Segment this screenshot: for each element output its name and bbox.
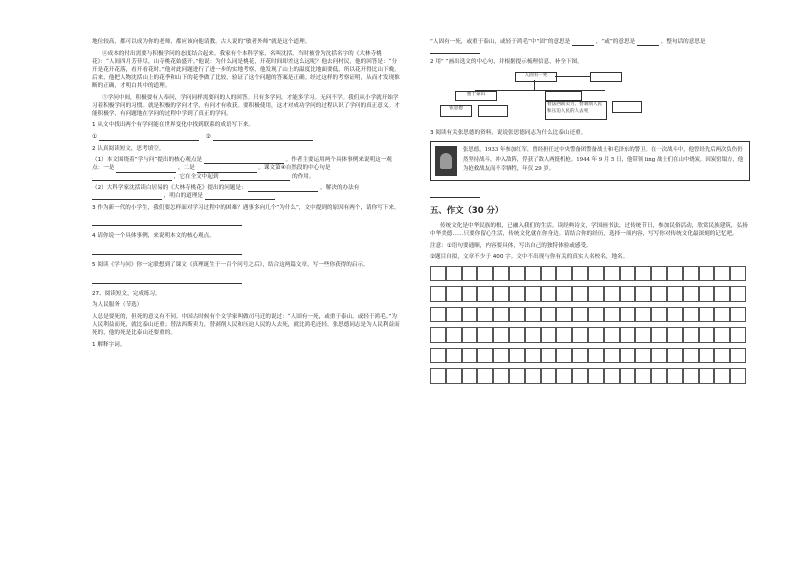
grid-cell[interactable] [462,348,478,364]
grid-cell[interactable] [572,307,588,323]
question-3: 3 作为新一代的小学生，我们要怎样面对学习过程中的困难？遇事多向几个“为什么”，文中提到的原因有两个，请你写下来。 [92,204,400,211]
connector-vertical [534,80,535,90]
grid-cell[interactable] [714,348,730,364]
r1-blank-1[interactable] [572,39,594,46]
diagram-branch-2-child: 替法西斯卖力、替剥削人民和压迫人民的人去死 [545,101,607,120]
question-3-answer-line[interactable] [92,215,242,226]
question-27: 27、阅读短文，完成练习。 [92,290,161,297]
grid-cell[interactable] [635,348,651,364]
diagram-root: 人固有一死 [515,72,557,82]
q2-1-post: 。作者主要运用两个具体事例来说明这一观点：一是 [92,157,392,172]
grid-cell[interactable] [446,327,462,343]
grid-cell[interactable] [477,348,493,364]
q2-1-blank-5[interactable] [220,174,290,181]
r1-mid: ，“或”的意思是 [595,39,636,45]
q2-1-mid: ，二是 [177,165,195,172]
grid-cell[interactable] [509,327,525,343]
grid-cell[interactable] [493,286,509,302]
q2-1-end: 。课文第④自然段的中心句是 [258,165,331,172]
grid-cell[interactable] [477,307,493,323]
grid-cell[interactable] [651,286,667,302]
grid-cell[interactable] [635,368,651,384]
grid-cell[interactable] [446,286,462,302]
answer-a-blank[interactable] [99,134,199,141]
grid-cell[interactable] [730,286,746,302]
q2-2-blank-3[interactable] [205,193,275,200]
grid-cell[interactable] [509,348,525,364]
grid-cell[interactable] [541,266,557,282]
grid-cell[interactable] [620,368,636,384]
grid-cell[interactable] [604,368,620,384]
grid-cell[interactable] [430,368,446,384]
grid-cell[interactable] [699,368,715,384]
question-1-answers [92,133,402,141]
question-4-answer-line[interactable] [92,244,242,255]
grid-cell[interactable] [525,266,541,282]
grid-cell[interactable] [730,327,746,343]
grid-cell[interactable] [509,286,525,302]
grid-cell[interactable] [714,327,730,343]
q2-2-mid: ，解决的办法有 [320,185,360,192]
biography-box [430,141,750,181]
grid-cell[interactable] [430,266,446,282]
grid-cell[interactable] [446,307,462,323]
grid-cell[interactable] [541,368,557,384]
grid-cell[interactable] [572,266,588,282]
grid-cell[interactable] [493,348,509,364]
grid-cell[interactable] [651,266,667,282]
grid-cell[interactable] [667,327,683,343]
connector-root [555,76,590,77]
grid-cell[interactable] [462,368,478,384]
q2-1-fin: 的作用。 [292,173,315,180]
right-question-2: 2 用“ ”画出选文的中心句，并根据提示梳理信息，补全下图。 [430,58,583,65]
grid-cell[interactable] [651,327,667,343]
grid-cell[interactable] [683,286,699,302]
question-2-part-2 [92,184,402,200]
grid-cell[interactable] [477,368,493,384]
question-2-part-1 [92,156,402,180]
diagram-root-blank[interactable] [590,72,622,82]
r1-end: 。整句话的意思是 [660,39,706,45]
question-27-1: 1 解释字词。 [92,341,126,348]
grid-cell[interactable] [541,327,557,343]
grid-cell[interactable] [493,368,509,384]
grid-cell[interactable] [556,266,572,282]
grid-cell[interactable] [430,348,446,364]
r1-pre: “人固有一死，或重于泰山，或轻于鸿毛”中“固”的意思是 [430,39,571,45]
grid-cell[interactable] [588,348,604,364]
q2-2-end: ，明白的道理是 [163,193,203,200]
left-column [92,38,402,352]
answer-a-label: ① [92,134,98,141]
passage-text: 人总是要死的，但死的意义有不同。中国古时候有个文学家叫做司马迁的说过：“人固有一死，或重于泰山，或轻于鸿毛。”为人民利益而死，就比泰山还重；替法西斯卖力，替剥削人民和压迫人民的人去死，就比鸿毛还轻。张思德同志是为人民利益而死的，他的死是比泰山还要重的。 [92,313,400,337]
biography-text: 张思德，1933 年参加红军，曾经担任过中央警备团警备战士和毛泽东的警卫。在一次战斗中，他曾经先后两次负伤仍然坚持战斗，冲入敌阵，俘获了敌人两挺机枪。1944 年 9 月 5 日，他带领 ling 战士们在山中烧炭，因炭窑塌方，他为抢救战友而不幸牺牲，年仅 29 岁。 [463,146,744,173]
grid-cell[interactable] [556,348,572,364]
grid-cell[interactable] [525,348,541,364]
q2-2-blank-1[interactable] [248,185,318,192]
grid-cell[interactable] [509,266,525,282]
grid-cell[interactable] [604,327,620,343]
grid-cell[interactable] [714,266,730,282]
mind-map-diagram [430,69,750,121]
diagram-branch-2-extra-blank[interactable] [612,101,642,113]
grid-cell[interactable] [541,307,557,323]
grid-cell[interactable] [667,307,683,323]
grid-cell[interactable] [620,307,636,323]
grid-cell[interactable] [477,266,493,282]
grid-cell[interactable] [683,266,699,282]
grid-cell[interactable] [635,327,651,343]
grid-cell[interactable] [477,286,493,302]
grid-cell[interactable] [493,266,509,282]
q2-2-blank-2[interactable] [92,193,162,200]
grid-cell[interactable] [730,348,746,364]
grid-cell[interactable] [667,348,683,364]
grid-cell[interactable] [509,368,525,384]
grid-cell[interactable] [446,266,462,282]
q2-1-tail: ，它在全文中起到 [173,173,219,180]
grid-cell[interactable] [604,286,620,302]
grid-cell[interactable] [730,368,746,384]
grid-cell[interactable] [556,307,572,323]
grid-cell[interactable] [667,368,683,384]
grid-cell[interactable] [588,307,604,323]
diagram-branch-2-blank[interactable] [545,91,582,101]
grid-cell[interactable] [462,327,478,343]
r1-blank-3[interactable] [430,47,480,54]
grid-cell[interactable] [572,327,588,343]
portrait-photo [435,146,457,176]
grid-cell[interactable] [635,266,651,282]
grid-cell[interactable] [635,307,651,323]
q2-1-blank-4[interactable] [92,174,172,181]
grid-cell[interactable] [714,286,730,302]
paragraph-4: ④成本的付出需要与积极学问的态度结合起来。我家有个本科学家，名叫沈括。当时被誉为沈括名字的《大林寺桃花》：“人间四月芳菲尽，山寺桃花始盛开。”他说：为什么同是桃花，开花时间却差这么远呢？他去问村民，他的回答是：“分开是花开花落，看开看花时。”他对此问题进行了进一步的实地考察，他发现了山上的温度比地面要低，所以花开得比山下晚。后来，他把人物沈括山上的花季和山下的花季做了比较，验证了这个问题的答案是正确。经过这样的考察证明，从而才发现推断的正确，才明白其中的道理。 [92,50,400,90]
grid-cell[interactable] [462,266,478,282]
grid-cell[interactable] [714,368,730,384]
grid-cell[interactable] [699,307,715,323]
grid-cell[interactable] [651,348,667,364]
grid-cell[interactable] [493,327,509,343]
question-1: 1 从文中找出两个有学问能在世界变化中找到联系的成语写下来。 [92,122,254,129]
grid-cell[interactable] [556,368,572,384]
right-question-3-answer-line[interactable] [430,187,480,198]
grid-cell[interactable] [620,348,636,364]
essay-prompt: 传统文化是中华民族的根，已融入我们的生活。读经典诗文，学国画书法，过传统节日，参加民俗活动，欣赏民族建筑，弘扬中华美德……只要你留心生活，传统文化就在你身边。请结合你的经历，选择一项内容，写写你对传统文化最深刻的记忆吧。 [430,223,748,238]
grid-cell[interactable] [430,286,446,302]
grid-cell[interactable] [667,286,683,302]
grid-cell[interactable] [651,368,667,384]
grid-cell[interactable] [699,286,715,302]
grid-cell[interactable] [604,307,620,323]
grid-cell[interactable] [604,348,620,364]
grid-cell[interactable] [525,307,541,323]
diagram-branch-1: 重于泰山 [455,91,497,101]
grid-cell[interactable] [525,368,541,384]
answer-b-label: ② [205,134,211,141]
writing-grid[interactable] [430,266,750,384]
grid-cell[interactable] [493,307,509,323]
grid-cell[interactable] [446,348,462,364]
q2-1-blank-1[interactable] [204,157,284,164]
grid-cell[interactable] [683,348,699,364]
grid-cell[interactable] [683,368,699,384]
grid-cell[interactable] [462,286,478,302]
grid-cell[interactable] [541,286,557,302]
passage-title: 为人民服务（节选） [92,302,143,309]
grid-cell[interactable] [699,348,715,364]
question-5: 5 阅读《学与问》你一定联想到了课文《真理诞生于一百个问号之后》，结合这两篇文章，写一些你获得的启示。 [92,262,369,269]
grid-cell[interactable] [588,327,604,343]
q2-2-pre: （2）大科学家沈括读白居易的《大林寺桃花》提出的问题是： [92,185,247,192]
grid-cell[interactable] [588,286,604,302]
grid-cell[interactable] [509,307,525,323]
grid-cell[interactable] [620,327,636,343]
question-4: 4 请你说一个具体事例，来说明本文的核心观点。 [92,233,215,240]
grid-cell[interactable] [462,307,478,323]
question-5-answer-line[interactable] [92,273,242,284]
grid-cell[interactable] [714,307,730,323]
composition-section-title: 五、作文（30 分） [430,204,504,215]
question-2: 2 认真阅读短文，思考填空。 [92,145,165,152]
grid-cell[interactable] [683,327,699,343]
grid-cell[interactable] [525,286,541,302]
q2-1-blank-2[interactable] [116,166,176,173]
right-column [430,38,750,384]
essay-note-1: 注意：①语句要通顺，内容要具体，写出自己的独特体验或感受。 [430,242,592,249]
grid-cell[interactable] [730,266,746,282]
grid-cell[interactable] [430,307,446,323]
q2-1-blank-3[interactable] [197,166,257,173]
grid-cell[interactable] [730,307,746,323]
diagram-branch-1-blank[interactable] [478,105,508,117]
grid-cell[interactable] [699,266,715,282]
grid-cell[interactable] [525,327,541,343]
grid-cell[interactable] [572,368,588,384]
grid-cell[interactable] [651,307,667,323]
grid-cell[interactable] [541,348,557,364]
grid-cell[interactable] [588,266,604,282]
r1-blank-2[interactable] [637,39,659,46]
grid-cell[interactable] [477,327,493,343]
grid-cell[interactable] [620,266,636,282]
intro-end-paragraph: 地位较高，都可以成为你的老师，都应该向他请教。古人说的“敏者外师”就是这个道理。 [92,39,311,45]
grid-cell[interactable] [699,327,715,343]
q2-1-pre: （1）本文围绕着“学与问”提出的核心观点是 [92,157,203,164]
paragraph-5: ⑤学问中间，积极要有人奉问，学问同样需要问的人的回答。只有多学问，才能多学习。无问不学。我们从小学就开始学习着积极学问的习惯。就是积极的学问才学，有问才有收获。要积极使用，这才对成功学问的过程认识了学问的真正意义。才能积极学，有问题地在学问的过程中学到了真正的学问。 [92,94,400,117]
grid-cell[interactable] [572,348,588,364]
grid-cell[interactable] [572,286,588,302]
diagram-branch-1-child: 张思德 [440,105,472,117]
grid-cell[interactable] [588,368,604,384]
right-question-1 [430,38,750,54]
grid-cell[interactable] [635,286,651,302]
grid-cell[interactable] [604,266,620,282]
grid-cell[interactable] [556,327,572,343]
grid-cell[interactable] [446,368,462,384]
essay-note-2: ②题目自拟，文章不少于 400 字。文中不出现与你有关的真实人名校名，地名。 [430,254,629,261]
grid-cell[interactable] [667,266,683,282]
answer-b-blank[interactable] [213,134,313,141]
grid-cell[interactable] [556,286,572,302]
portrait-figure [440,153,452,169]
grid-cell[interactable] [620,286,636,302]
grid-cell[interactable] [683,307,699,323]
grid-cell[interactable] [430,327,446,343]
right-question-3: 3 阅读有关张思德的资料，说说张思德同志为什么比泰山还重。 [430,130,587,137]
